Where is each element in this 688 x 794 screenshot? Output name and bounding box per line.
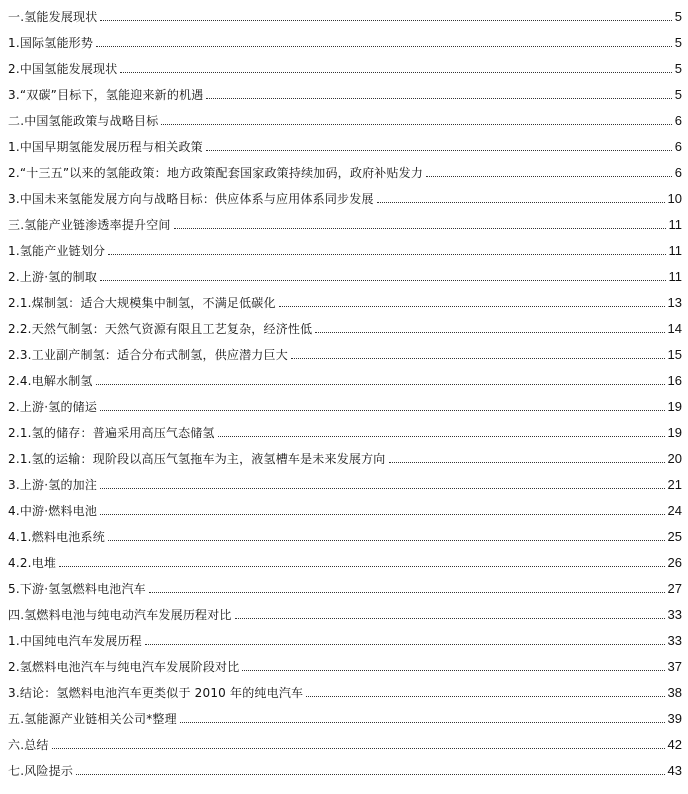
toc-entry-title: 3.结论：氢燃料电池汽车更类似于 2010 年的纯电汽车 — [8, 686, 304, 700]
toc-entry-page: 37 — [667, 659, 682, 674]
dot-leader — [242, 670, 664, 671]
toc-entry-page: 5 — [674, 35, 682, 50]
toc-entry-title: 1.氢能产业链划分 — [8, 244, 106, 258]
toc-entry-title: 4.2.电堆 — [8, 556, 57, 570]
toc-entry[interactable] — [8, 654, 682, 674]
dot-leader — [59, 566, 664, 567]
toc-entry-title: 2.氢燃料电池汽车与纯电汽车发展阶段对比 — [8, 660, 240, 674]
toc-entry[interactable] — [8, 160, 682, 180]
toc-entry-title: 2.上游·氢的储运 — [8, 400, 98, 414]
toc-entry[interactable] — [8, 316, 682, 336]
toc-entry[interactable] — [8, 576, 682, 596]
toc-entry-page: 25 — [667, 529, 682, 544]
toc-entry-page: 14 — [667, 321, 682, 336]
toc-entry-title: 3.上游·氢的加注 — [8, 478, 98, 492]
toc-entry-page: 26 — [667, 555, 682, 570]
dot-leader — [161, 124, 671, 125]
toc-entry-title: 2.3.工业副产制氢：适合分布式制氢，供应潜力巨大 — [8, 348, 288, 362]
toc-entry-title: 2.上游·氢的制取 — [8, 270, 98, 284]
toc-entry-title: 四.氢燃料电池与纯电动汽车发展历程对比 — [8, 608, 232, 622]
toc-entry[interactable] — [8, 56, 682, 76]
toc-entry-title: 二.中国氢能政策与战略目标 — [8, 114, 159, 128]
toc-entry[interactable] — [8, 706, 682, 726]
toc-entry-page: 16 — [667, 373, 682, 388]
toc-entry[interactable] — [8, 82, 682, 102]
toc-entry-title: 2.2.天然气制氢：天然气资源有限且工艺复杂，经济性低 — [8, 322, 313, 336]
toc-entry[interactable] — [8, 602, 682, 622]
toc-entry[interactable] — [8, 680, 682, 700]
toc-entry-page: 27 — [667, 581, 682, 596]
toc-entry-page: 43 — [667, 763, 682, 778]
toc-entry-title: 2.中国氢能发展现状 — [8, 62, 118, 76]
toc-entry[interactable] — [8, 4, 682, 24]
toc-entry-page: 5 — [674, 61, 682, 76]
dot-leader — [426, 176, 672, 177]
toc-entry[interactable] — [8, 758, 682, 778]
dot-leader — [149, 592, 665, 593]
toc-entry[interactable] — [8, 446, 682, 466]
toc-entry-title: 3.“双碳”目标下，氢能迎来新的机遇 — [8, 88, 204, 102]
toc-entry-page: 13 — [667, 295, 682, 310]
toc-entry-page: 6 — [674, 165, 682, 180]
toc-entry-page: 11 — [668, 243, 682, 258]
toc-entry-page: 20 — [667, 451, 682, 466]
toc-entry[interactable] — [8, 524, 682, 544]
dot-leader — [52, 748, 665, 749]
toc-entry[interactable] — [8, 108, 682, 128]
toc-entry-title: 三.氢能产业链渗透率提升空间 — [8, 218, 171, 232]
dot-leader — [174, 228, 666, 229]
toc-entry-page: 5 — [674, 87, 682, 102]
toc-entry[interactable] — [8, 342, 682, 362]
toc-entry-page: 24 — [667, 503, 682, 518]
dot-leader — [100, 488, 664, 489]
dot-leader — [218, 436, 665, 437]
toc-entry[interactable] — [8, 134, 682, 154]
toc-entry-page: 19 — [667, 425, 682, 440]
dot-leader — [100, 280, 665, 281]
toc-entry-title: 七.风险提示 — [8, 764, 74, 778]
toc-entry[interactable] — [8, 498, 682, 518]
toc-entry-page: 15 — [667, 347, 682, 362]
toc-entry-page: 6 — [674, 139, 682, 154]
toc-entry-title: 2.4.电解水制氢 — [8, 374, 93, 388]
toc-entry-title: 2.“十三五”以来的氢能政策：地方政策配套国家政策持续加码，政府补贴发力 — [8, 166, 424, 180]
dot-leader — [235, 618, 665, 619]
dot-leader — [76, 774, 665, 775]
dot-leader — [100, 410, 664, 411]
dot-leader — [315, 332, 664, 333]
dot-leader — [279, 306, 665, 307]
toc-entry-title: 2.1.氢的储存：普遍采用高压气态储氢 — [8, 426, 215, 440]
dot-leader — [291, 358, 665, 359]
toc-entry-page: 19 — [667, 399, 682, 414]
dot-leader — [306, 696, 664, 697]
toc-entry[interactable] — [8, 30, 682, 50]
toc-entry-title: 5.下游·氢氢燃料电池汽车 — [8, 582, 146, 596]
toc-entry-title: 1.中国早期氢能发展历程与相关政策 — [8, 140, 203, 154]
toc-entry-title: 2.1.氢的运输：现阶段以高压气氢拖车为主，液氢槽车是未来发展方向 — [8, 452, 386, 466]
dot-leader — [206, 98, 671, 99]
toc-entry[interactable] — [8, 394, 682, 414]
toc-entry-page: 11 — [668, 269, 682, 284]
dot-leader — [120, 72, 671, 73]
toc-entry[interactable] — [8, 472, 682, 492]
dot-leader — [100, 20, 671, 21]
toc-entry[interactable] — [8, 368, 682, 388]
toc-entry[interactable] — [8, 732, 682, 752]
toc-entry-title: 4.1.燃料电池系统 — [8, 530, 105, 544]
toc-entry[interactable] — [8, 238, 682, 258]
toc-entry-page: 33 — [667, 607, 682, 622]
dot-leader — [389, 462, 665, 463]
dot-leader — [100, 514, 664, 515]
toc-entry-page: 6 — [674, 113, 682, 128]
toc-entry-title: 一.氢能发展现状 — [8, 10, 98, 24]
dot-leader — [206, 150, 672, 151]
toc-entry-title: 2.1.煤制氢：适合大规模集中制氢，不满足低碳化 — [8, 296, 276, 310]
toc-entry[interactable] — [8, 186, 682, 206]
toc-entry-title: 3.中国未来氢能发展方向与战略目标：供应体系与应用体系同步发展 — [8, 192, 374, 206]
toc-entry-page: 10 — [667, 191, 682, 206]
toc-entry-title: 4.中游·燃料电池 — [8, 504, 98, 518]
toc-entry-title: 五.氢能源产业链相关公司*整理 — [8, 712, 177, 726]
dot-leader — [145, 644, 665, 645]
toc-entry-page: 39 — [667, 711, 682, 726]
dot-leader — [180, 722, 665, 723]
toc-entry[interactable] — [8, 212, 682, 232]
toc-entry-page: 33 — [667, 633, 682, 648]
toc-entry[interactable] — [8, 628, 682, 648]
toc-entry-page: 21 — [667, 477, 682, 492]
toc-entry[interactable] — [8, 290, 682, 310]
toc-entry-page: 38 — [667, 685, 682, 700]
toc-entry[interactable] — [8, 420, 682, 440]
toc-entry[interactable] — [8, 550, 682, 570]
dot-leader — [96, 384, 665, 385]
toc-entry-title: 1.中国纯电汽车发展历程 — [8, 634, 142, 648]
toc-entry-title: 1.国际氢能形势 — [8, 36, 94, 50]
toc-entry-page: 5 — [674, 9, 682, 24]
toc-entry-page: 42 — [667, 737, 682, 752]
dot-leader — [96, 46, 672, 47]
toc-entry-title: 六.总结 — [8, 738, 49, 752]
dot-leader — [377, 202, 665, 203]
dot-leader — [108, 540, 665, 541]
dot-leader — [108, 254, 665, 255]
toc-entry[interactable] — [8, 264, 682, 284]
toc-entry-page: 11 — [668, 217, 682, 232]
